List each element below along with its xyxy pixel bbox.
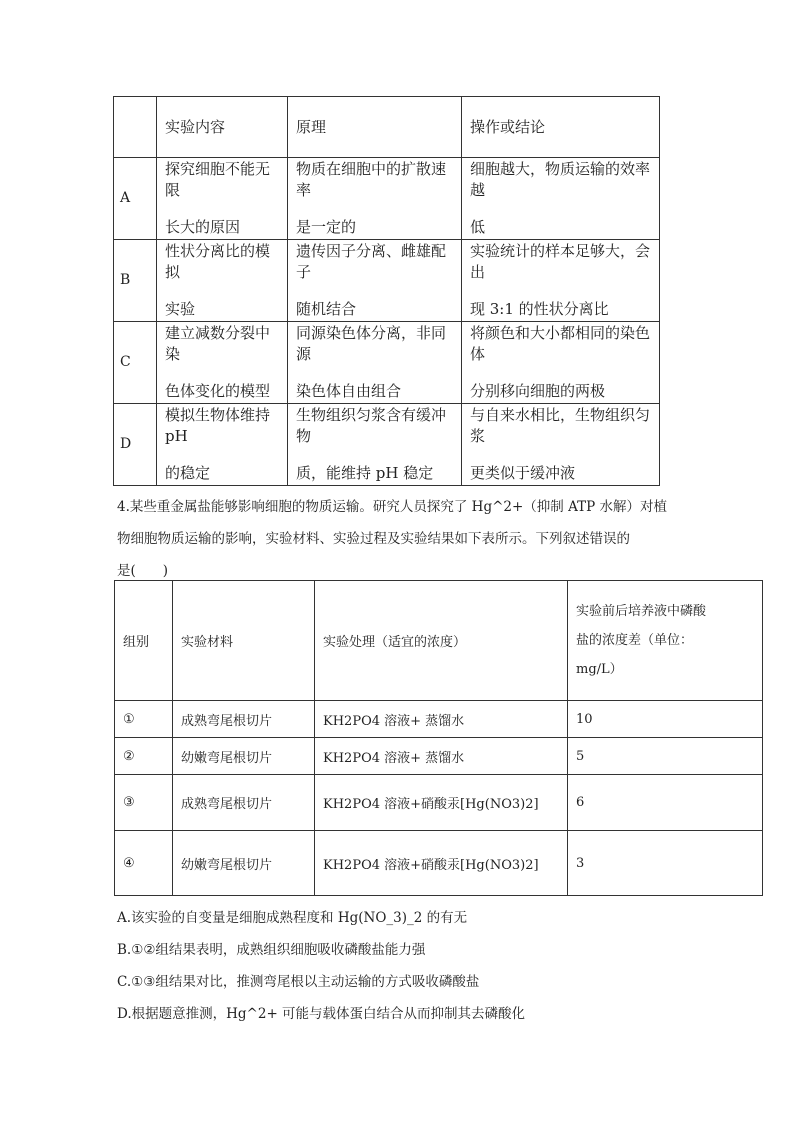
option-c: C.①③组结果对比，推测弯尾根以主动运输的方式吸收磷酸盐 bbox=[117, 974, 480, 990]
cell-text: 实验 bbox=[165, 300, 196, 318]
cell-text: 物质在细胞中的扩散速率 bbox=[296, 160, 447, 199]
header-cell: 原理 bbox=[288, 97, 462, 158]
value-cell: 5 bbox=[568, 738, 763, 775]
value-cell: 10 bbox=[568, 701, 763, 738]
cell-text: 更类似于缓冲液 bbox=[470, 464, 576, 482]
group-cell: ② bbox=[115, 738, 173, 775]
material-cell: 成熟弯尾根切片 bbox=[173, 775, 315, 831]
table-cell bbox=[462, 158, 660, 240]
cell-text: 低 bbox=[470, 218, 486, 236]
group-cell: ① bbox=[115, 701, 173, 738]
material-cell: 幼嫩弯尾根切片 bbox=[173, 831, 315, 896]
option-b: B.①②组结果表明，成熟组织细胞吸收磷酸盐能力强 bbox=[117, 942, 426, 958]
table-row bbox=[115, 775, 763, 831]
cell-text: 长大的原因 bbox=[165, 218, 241, 236]
material-cell: 幼嫩弯尾根切片 bbox=[173, 738, 315, 775]
table-row bbox=[115, 831, 763, 896]
cell-text: 模拟生物体维持 pH bbox=[165, 406, 271, 445]
results-table bbox=[114, 580, 763, 896]
value-cell: 3 bbox=[568, 831, 763, 896]
table-cell bbox=[462, 322, 660, 404]
cell-text: 随机结合 bbox=[296, 300, 357, 318]
option-d: D.根据题意推测，Hg^2+ 可能与载体蛋白结合从而抑制其去磷酸化 bbox=[117, 1006, 526, 1022]
header-cell: 实验材料 bbox=[173, 581, 315, 701]
table-cell bbox=[288, 158, 462, 240]
header-cell bbox=[114, 97, 157, 158]
cell-text: 染色体自由组合 bbox=[296, 382, 402, 400]
group-cell: ③ bbox=[115, 775, 173, 831]
cell-text: 质，能维持 pH 稳定 bbox=[296, 464, 434, 482]
value-cell: 6 bbox=[568, 775, 763, 831]
treatment-cell: KH2PO4 溶液+硝酸汞[Hg(NO3)2] bbox=[315, 831, 568, 896]
header-cell: 组别 bbox=[115, 581, 173, 701]
cell-text: 建立减数分裂中染 bbox=[165, 324, 271, 363]
table-cell bbox=[462, 404, 660, 486]
row-label: B bbox=[114, 240, 157, 322]
question-line: 4.某些重金属盐能够影响细胞的物质运输。研究人员探究了 Hg^2+（抑制 ATP 水解）对植 bbox=[117, 499, 667, 515]
header-cell bbox=[568, 581, 763, 701]
cell-text: 探究细胞不能无限 bbox=[165, 160, 271, 199]
table-cell bbox=[288, 404, 462, 486]
group-cell: ④ bbox=[115, 831, 173, 896]
row-label: A bbox=[114, 158, 157, 240]
table-cell bbox=[157, 322, 288, 404]
treatment-cell: KH2PO4 溶液+ 蒸馏水 bbox=[315, 738, 568, 775]
table-row bbox=[115, 701, 763, 738]
table-row bbox=[114, 240, 660, 322]
cell-text: 遗传因子分离、雌雄配子 bbox=[296, 242, 447, 281]
cell-text: 分别移向细胞的两极 bbox=[470, 382, 606, 400]
cell-text: 实验统计的样本足够大，会出 bbox=[470, 242, 651, 281]
table-cell bbox=[288, 240, 462, 322]
table-row bbox=[114, 322, 660, 404]
table-cell bbox=[157, 404, 288, 486]
cell-text: 的稳定 bbox=[165, 464, 211, 482]
cell-text: 性状分离比的模拟 bbox=[165, 242, 271, 281]
question-line: 物细胞物质运输的影响，实验材料、实验过程及实验结果如下表所示。下列叙述错误的 bbox=[117, 531, 630, 547]
table-cell bbox=[462, 240, 660, 322]
table-header-row bbox=[115, 581, 763, 701]
header-cell: 实验处理（适宜的浓度） bbox=[315, 581, 568, 701]
cell-text: 同源染色体分离，非同源 bbox=[296, 324, 447, 363]
table-row bbox=[115, 738, 763, 775]
cell-text: 是一定的 bbox=[296, 218, 357, 236]
header-line: 盐的浓度差（单位： bbox=[576, 633, 694, 648]
table-cell bbox=[288, 322, 462, 404]
table-row bbox=[114, 404, 660, 486]
answer-options bbox=[117, 902, 737, 1030]
table-row bbox=[114, 158, 660, 240]
question-4-stem bbox=[117, 491, 677, 587]
treatment-cell: KH2PO4 溶液+硝酸汞[Hg(NO3)2] bbox=[315, 775, 568, 831]
header-cell: 实验内容 bbox=[157, 97, 288, 158]
cell-text: 与自来水相比，生物组织匀浆 bbox=[470, 406, 651, 445]
table-cell bbox=[157, 240, 288, 322]
experiment-table bbox=[113, 96, 660, 486]
header-cell: 操作或结论 bbox=[462, 97, 660, 158]
question-line: 是( ) bbox=[117, 563, 169, 579]
header-line: 实验前后培养液中磷酸 bbox=[576, 604, 707, 619]
cell-text: 细胞越大，物质运输的效率越 bbox=[470, 160, 651, 199]
material-cell: 成熟弯尾根切片 bbox=[173, 701, 315, 738]
cell-text: 生物组织匀浆含有缓冲物 bbox=[296, 406, 447, 445]
option-a: A.该实验的自变量是细胞成熟程度和 Hg(NO_3)_2 的有无 bbox=[117, 910, 468, 926]
table-cell bbox=[157, 158, 288, 240]
header-line: mg/L） bbox=[576, 662, 623, 677]
cell-text: 现 3:1 的性状分离比 bbox=[470, 300, 609, 318]
cell-text: 色体变化的模型 bbox=[165, 382, 271, 400]
row-label: D bbox=[114, 404, 157, 486]
cell-text: 将颜色和大小都相同的染色体 bbox=[470, 324, 651, 363]
table-header-row bbox=[114, 97, 660, 158]
row-label: C bbox=[114, 322, 157, 404]
treatment-cell: KH2PO4 溶液+ 蒸馏水 bbox=[315, 701, 568, 738]
